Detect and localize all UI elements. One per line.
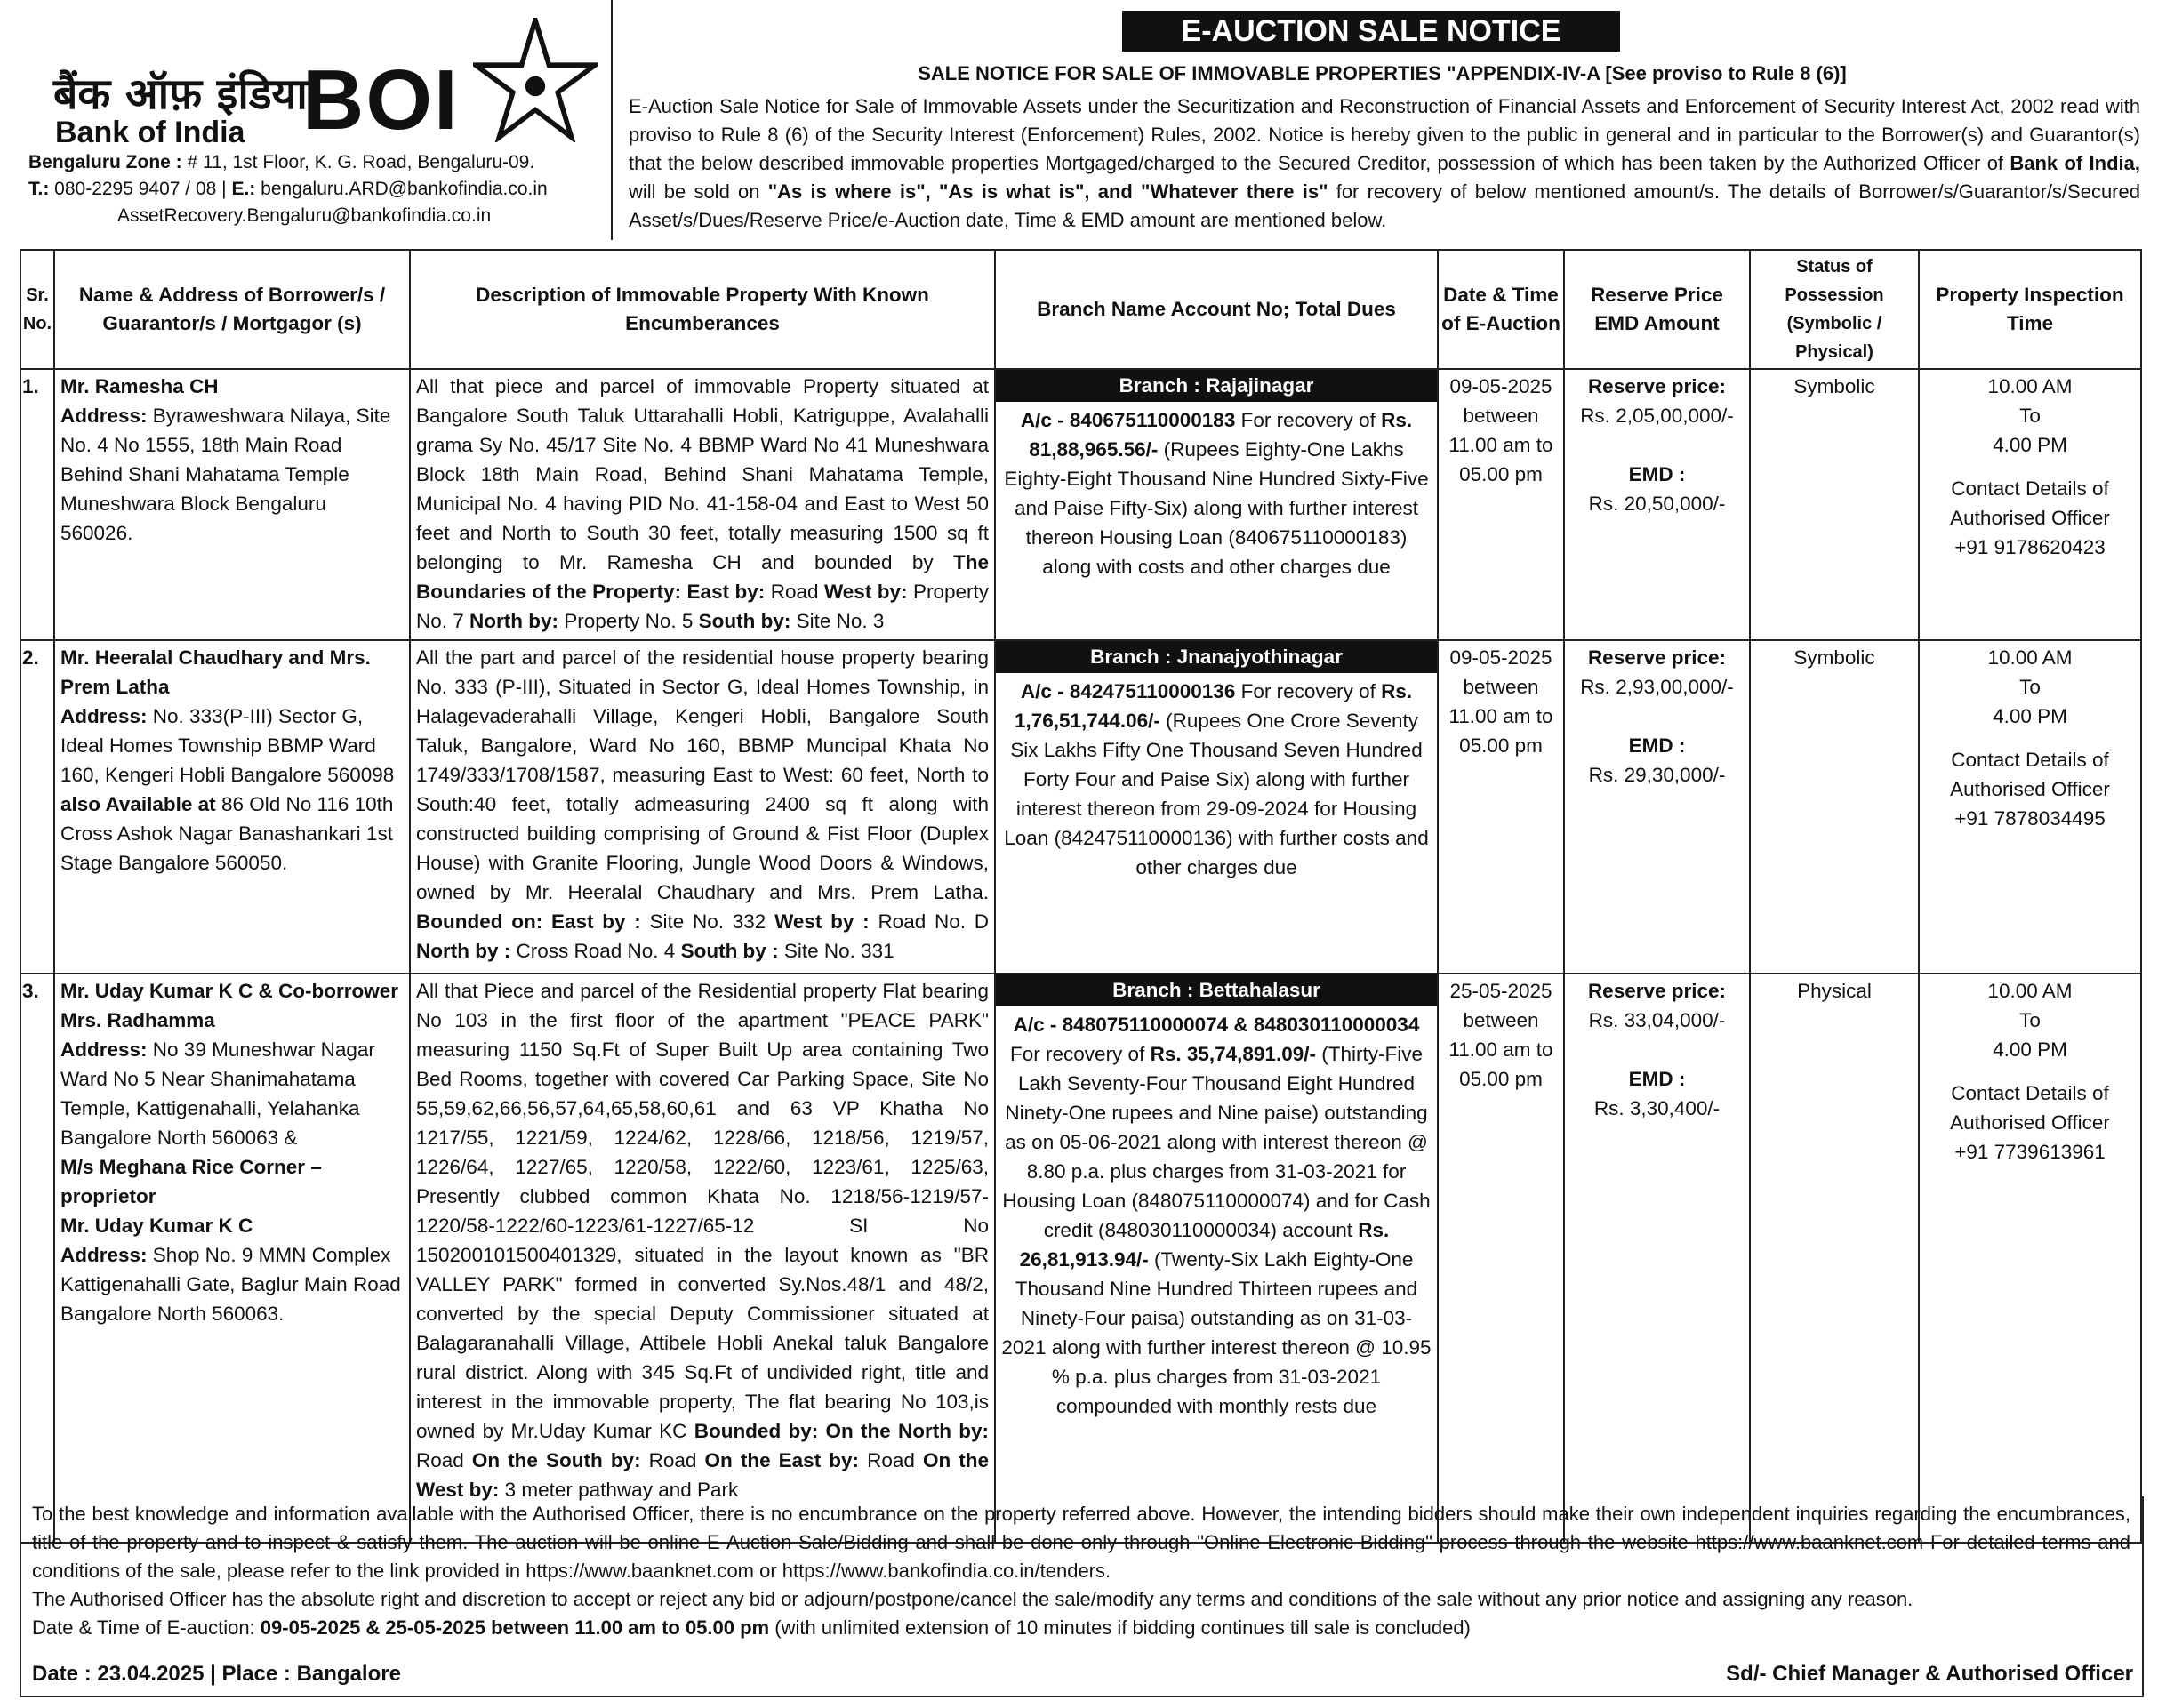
inspection-to: 4.00 PM <box>1993 434 2067 456</box>
emd-amount: Rs. 20,50,000/- <box>1588 493 1726 515</box>
dues-description: (Rupees Eighty-One Lakhs Eighty-Eight Thousand Nine Hundred Sixty-Five and Paise Fifty-Six) along with further interest thereon Housing Loan (840675110000183) along with costs and other charges due <box>1004 438 1429 578</box>
bounds-south-label: South by : <box>680 940 779 962</box>
reserve-price: Rs. 2,93,00,000/- <box>1580 676 1734 698</box>
bounds-east-label: On the East by: <box>704 1449 860 1471</box>
auction-time-to: 05.00 pm <box>1459 734 1543 757</box>
intro-text-2: will be sold on <box>629 180 768 203</box>
row-inspection <box>1919 369 2141 640</box>
reserve-label: Reserve price: <box>1587 375 1727 397</box>
intro-bank: Bank of India, <box>2010 152 2140 174</box>
dues-text <box>1001 405 1432 581</box>
inspection-to: 4.00 PM <box>1993 1038 2067 1061</box>
borrower-address <box>60 702 404 790</box>
footer-para-1: To the best knowledge and information available with the Authorised Officer, there is no encumbrance on the property referred above. However, the intending bidders should make their own independent inquiries regarding the encumbrances, title of the property and to inspect & satisfy them. The auction will be online E-Auction Sale/Bidding and shall be done only through "Online Electronic Bidding" process through the website https://www.baanknet.com For detailed terms and conditions of the sale, please refer to the link provided in https://www.baanknet.com or https://www.bankofindia.co.in/tenders. <box>32 1503 2130 1582</box>
auction-time-to: 05.00 pm <box>1459 1068 1543 1090</box>
dues-amount-2: Rs. 26,81,913.94/- <box>1019 1219 1390 1271</box>
row-borrower <box>54 974 410 1543</box>
description-text: All the part and parcel of the residential house property bearing No. 333 (P-III), Situated in Sector G, Ideal Homes Township, in Halagevaderahalli Village, Kengeri Hobli, Bangalore South Taluk, Bangalore, Ward No 160, BBMP Muncipal Khata No 1749/333/1708/1587, measuring East to West: 60 feet, North to South:40 feet, totally admeasuring 2400 sq ft along with constructed building comprising of Ground & Fist Floor (Duplex House) with Granite Flooring, Jungle Wood Doors & Windows, owned by Mr. Heeralal Chaudhary and Mrs. Prem Latha. <box>416 646 989 903</box>
borrower-name: Mr. Uday Kumar K C & Co-borrower Mrs. Radhamma <box>60 980 399 1031</box>
branch-name: Branch : Jnanajyothinagar <box>996 641 1437 673</box>
emd-amount: Rs. 29,30,000/- <box>1588 764 1726 786</box>
emd-label: EMD : <box>1628 734 1686 757</box>
row-description <box>410 974 995 1543</box>
row-description <box>410 369 995 640</box>
contact-details: Contact Details of Authorised Officer <box>1950 1082 2110 1134</box>
inspection-to: 4.00 PM <box>1993 705 2067 727</box>
auction-time-value: 09-05-2025 & 25-05-2025 between 11.00 am to 05.00 pm <box>260 1616 770 1639</box>
borrower-address <box>60 1035 404 1152</box>
address-text: No. 333(P-III) Sector G, Ideal Homes Township BBMP Ward 160, Kengeri Hobli Bangalore 560098 <box>60 705 395 786</box>
reserve-label: Reserve price: <box>1587 980 1727 1002</box>
bounds-west-label: West by: <box>823 581 908 603</box>
auction-between: between <box>1463 405 1539 427</box>
borrower-name: Mr. Heeralal Chaudhary and Mrs. Prem Latha <box>60 646 371 698</box>
col-name: Name & Address of Borrower/s / Guarantor/s / Mortgagor (s) <box>54 250 410 369</box>
col-inspection: Property Inspection Time <box>1919 250 2141 369</box>
firm-address <box>60 1240 404 1328</box>
address-text-2: Shop No. 9 MMN Complex Kattigenahalli Gate, Baglur Main Road Bangalore North 560063. <box>60 1244 401 1325</box>
footer-para-2: The Authorised Officer has the absolute right and discretion to accept or reject any bid or adjourn/postpone/cancel the sale/modify any terms and conditions of the sale without any prior notice and assigning any reason. <box>32 1588 1913 1610</box>
bound-north: Road <box>416 1449 472 1471</box>
auction-date: 09-05-2025 <box>1449 375 1552 397</box>
bounds-west-label: West by : <box>774 910 870 933</box>
row-auction-date <box>1438 640 1564 974</box>
row-inspection <box>1919 974 2141 1543</box>
row-description <box>410 640 995 974</box>
auction-between: between <box>1463 676 1539 698</box>
auction-time-from: 11.00 am to <box>1448 705 1553 727</box>
branch-name: Branch : Bettahalasur <box>996 974 1437 1006</box>
bounds-label: Bounded by: On the North by: <box>694 1420 989 1442</box>
tel-label: T.: <box>28 179 50 199</box>
bounds-north-label: North by : <box>416 940 511 962</box>
row-borrower <box>54 640 410 974</box>
row-branch <box>995 974 1438 1543</box>
dues-prefix: For recovery of <box>1235 680 1382 702</box>
bounds-south-label: South by: <box>698 610 791 632</box>
row-auction-date <box>1438 974 1564 1543</box>
emd-label: EMD : <box>1628 463 1686 485</box>
notice-footer <box>20 1496 2144 1697</box>
notice-title: E-AUCTION SALE NOTICE <box>1122 11 1620 52</box>
bank-name-english: Bank of India <box>55 116 245 149</box>
branch-name: Branch : Rajajinagar <box>996 370 1437 402</box>
inspection-from: 10.00 AM <box>1987 646 2073 669</box>
inspection-to-label: To <box>2019 405 2041 427</box>
row-reserve <box>1564 974 1750 1543</box>
zone-label: Bengaluru Zone : <box>28 152 182 172</box>
bound-west: 3 meter pathway and Park <box>499 1479 739 1501</box>
row-branch <box>995 640 1438 974</box>
reserve-label: Reserve price: <box>1587 646 1727 669</box>
inspection-from: 10.00 AM <box>1987 980 2073 1002</box>
address-label: Address: <box>60 1038 148 1061</box>
firm-name: M/s Meghana Rice Corner – proprietor <box>60 1156 322 1207</box>
notice-intro <box>629 92 2140 235</box>
dues-prefix: For recovery of <box>1235 409 1382 431</box>
row-reserve <box>1564 640 1750 974</box>
borrower-name: Mr. Ramesha CH <box>60 375 219 397</box>
email-line-2 <box>117 203 700 229</box>
footer-terms <box>32 1500 2130 1642</box>
officer-phone: +91 9178620423 <box>1954 536 2106 558</box>
bounds-west-label: On the West by: <box>416 1449 990 1501</box>
notice-subtitle: SALE NOTICE FOR SALE OF IMMOVABLE PROPERTIES "APPENDIX-IV-A [See proviso to Rule 8 (6)] <box>918 62 1847 84</box>
table-row <box>20 640 2141 974</box>
col-date: Date & Time of E-Auction <box>1438 250 1564 369</box>
boi-logo-text: BOI <box>302 52 460 148</box>
officer-phone: +91 7739613961 <box>1954 1141 2106 1163</box>
also-available-text: 86 Old No 116 10th Cross Ashok Nagar Banashankari 1st Stage Bangalore 560050. <box>60 793 394 874</box>
row-sr: 1. <box>20 369 54 640</box>
email-label: E.: <box>231 179 256 199</box>
dues-text <box>1001 677 1432 882</box>
bound-east: Site No. 332 <box>640 910 775 933</box>
inspection-from: 10.00 AM <box>1987 375 2073 397</box>
address-label: Address: <box>60 405 148 427</box>
emd-label: EMD : <box>1628 1068 1686 1090</box>
auction-date: 09-05-2025 <box>1449 646 1552 669</box>
col-status: Status of Possession (Symbolic / Physical) <box>1750 250 1919 369</box>
contact-details: Contact Details of Authorised Officer <box>1950 477 2110 529</box>
description-text: All that Piece and parcel of the Residential property Flat bearing No 103 in the first floor of the apartment "PEACE PARK" measuring 1150 Sq.Ft of Super Built Up area containing Two Bed Rooms, together with covered Car Parking Space, Site No 55,59,62,66,56,57,64,65,58,60,61 and 63 VP Khatha No 1217/55, 1221/59, 1224/62, 1228/66, 1218/56, 1219/57, 1226/64, 1227/65, 1220/58, 1222/60, 1223/61, 1225/63, Presently clubbed common Khata No. 1218/56-1219/57-1220/58-1222/60-1223/61-1227/65-12 SI No 150200101500401329, situated in the layout known as "BR VALLEY PARK" formed in converted Sy.Nos.48/1 and 48/2, converted by the special Deputy Commissioner situated at Balagaranahalli Village, Attibele Hobli Anekal taluk Bangalore rural district. Along with 345 Sq.Ft of undivided right, title and interest in the immovable property, The flat bearing No 103,is owned by Mr.Uday Kumar KC <box>416 980 989 1442</box>
col-sr: Sr. No. <box>20 250 54 369</box>
contact-line <box>28 176 611 203</box>
dues-amount: Rs. 35,74,891.09/- <box>1150 1043 1316 1065</box>
row-branch <box>995 369 1438 640</box>
row-reserve <box>1564 369 1750 640</box>
intro-text-1: E-Auction Sale Notice for Sale of Immovable Assets under the Securitization and Reconstruction of Financial Assets and Enforcement of Security Interest Act, 2002 read with proviso to Rule 8 (6) of the Security Interest (Enforcement) Rules, 2002. Notice is hereby given to the public in general and in particular to the Borrower(s) and Guarantor(s) that the below described immovable properties Mortgaged/charged to the Secured Creditor, possession of which has been taken by the Authorized Officer of <box>629 95 2140 174</box>
row-status: Symbolic <box>1750 640 1919 974</box>
address-text: Byraweshwara Nilaya, Site No. 4 No 1555, 18th Main Road Behind Shani Mahatama Temple Muneshwara Block Bengaluru 560026. <box>60 405 391 544</box>
auction-between: between <box>1463 1009 1539 1031</box>
bounds-label: The Boundaries of the Property: East by: <box>416 551 989 603</box>
dues-description: (Rupees One Crore Seventy Six Lakhs Fifty One Thousand Seven Hundred Forty Four and Paise Six) along with further interest thereon from 29-09-2024 for Housing Loan (842475110000136) with further costs and other charges due <box>1004 710 1429 878</box>
col-description: Description of Immovable Property With Known Encumberances <box>410 250 995 369</box>
bank-name-hindi: बैंक ऑफ़ इंडिया <box>53 69 308 119</box>
contact-details: Contact Details of Authorised Officer <box>1950 749 2110 800</box>
proprietor-name: Mr. Uday Kumar K C <box>60 1215 253 1237</box>
table-header-row <box>20 250 2141 369</box>
row-borrower <box>54 369 410 640</box>
row-sr: 3. <box>20 974 54 1543</box>
bound-west: Property No. 7 <box>416 581 989 632</box>
properties-table <box>20 249 2142 1544</box>
alternate-address <box>60 790 404 878</box>
table-row <box>20 974 2141 1543</box>
zone-address-text: # 11, 1st Floor, K. G. Road, Bengaluru-09. <box>187 152 535 172</box>
row-status: Physical <box>1750 974 1919 1543</box>
zone-address <box>28 149 611 176</box>
bound-east: Road <box>765 581 824 603</box>
row-sr: 2. <box>20 640 54 974</box>
bounds-south-label: On the South by: <box>471 1449 641 1471</box>
bound-north: Cross Road No. 4 <box>510 940 681 962</box>
col-reserve: Reserve Price EMD Amount <box>1564 250 1750 369</box>
table-row <box>20 369 2141 640</box>
account-number: A/c - 848075110000074 & 848030110000034 <box>1013 1014 1420 1036</box>
account-number: A/c - 840675110000183 <box>1020 409 1236 431</box>
auction-time-note: (with unlimited extension of 10 minutes if bidding continues till sale is concluded) <box>769 1616 1471 1639</box>
dues-prefix: For recovery of <box>1010 1043 1151 1065</box>
reserve-price: Rs. 2,05,00,000/- <box>1580 405 1734 427</box>
dues-description: (Thirty-Five Lakh Seventy-Four Thousand Eight Hundred Ninety-One rupees and Nine paise) outstanding as on 05-06-2021 along with interest thereon @ 8.80 p.a. plus charges from 31-03-2021 for Housing Loan (848075110000074) and for Cash credit (848030110000034) account <box>1002 1043 1431 1241</box>
tel-number: 080-2295 9407 / 08 | <box>54 179 227 199</box>
auction-time-to: 05.00 pm <box>1459 463 1543 485</box>
auction-time-label: Date & Time of E-auction: <box>32 1616 261 1639</box>
bound-south: Road <box>640 1449 705 1471</box>
dues-description-2: (Twenty-Six Lakh Eighty-One Thousand Nine Hundred Thirteen rupees and Ninety-Four paisa) outstanding as on 31-03-2021 along with further interest thereon @ 10.95 % p.a. plus charges from 31-03-2021 compounded with monthly rests due <box>1001 1248 1432 1417</box>
also-available-label: also Available at <box>60 793 216 815</box>
bound-south: Site No. 3 <box>790 610 885 632</box>
intro-as-is: "As is where is", "As is what is", and "Whatever there is" <box>767 180 1328 203</box>
row-status: Symbolic <box>1750 369 1919 640</box>
auction-time-from: 11.00 am to <box>1448 1038 1553 1061</box>
borrower-address <box>60 401 404 548</box>
dues-amount: Rs. 1,76,51,744.06/- <box>1014 680 1413 732</box>
auction-date: 25-05-2025 <box>1449 980 1552 1002</box>
row-auction-date <box>1438 369 1564 640</box>
signature: Sd/- Chief Manager & Authorised Officer <box>1726 1662 2133 1686</box>
bound-east: Road <box>859 1449 923 1471</box>
address-text: No 39 Muneshwar Nagar Ward No 5 Near Shanimahatama Temple, Kattigenahalli, Yelahanka Bangalore North 560063 & <box>60 1038 375 1149</box>
bound-west: Road No. D <box>869 910 989 933</box>
bounds-label: Bounded on: East by : <box>416 910 641 933</box>
date-place: Date : 23.04.2025 | Place : Bangalore <box>32 1662 401 1686</box>
bound-south: Site No. 331 <box>778 940 894 962</box>
officer-phone: +91 7878034495 <box>1954 807 2106 830</box>
email-2: AssetRecovery.Bengaluru@bankofindia.co.in <box>117 205 492 226</box>
reserve-price: Rs. 33,04,000/- <box>1588 1009 1726 1031</box>
col-branch: Branch Name Account No; Total Dues <box>995 250 1438 369</box>
account-number: A/c - 842475110000136 <box>1020 680 1236 702</box>
dues-amount: Rs. 81,88,965.56/- <box>1029 409 1413 461</box>
email-1: bengaluru.ARD@bankofindia.co.in <box>261 179 548 199</box>
bounds-north-label: North by: <box>469 610 559 632</box>
address-label: Address: <box>60 705 148 727</box>
bound-north: Property No. 5 <box>558 610 699 632</box>
description-text: All that piece and parcel of immovable Property situated at Bangalore South Taluk Uttarahalli Hobli, Katriguppe, Avalahalli grama Sy No. 45/17 Site No. 4 BBMP Ward No 41 Muneshwara Block 18th Main Road, Behind Shani Mahatama Temple, Municipal No. 4 having PID No. 41-158-04 and East to West 50 feet and North to South 30 feet, totally measuring 1500 sq ft belonging to Mr. Ramesha CH and bounded by <box>416 375 989 573</box>
row-inspection <box>1919 640 2141 974</box>
dues-text <box>1001 1010 1432 1421</box>
address-label-2: Address: <box>60 1244 148 1266</box>
emd-amount: Rs. 3,30,400/- <box>1593 1097 1721 1119</box>
footer-auction-time <box>32 1614 2130 1642</box>
bank-logo-block <box>20 0 613 240</box>
auction-time-from: 11.00 am to <box>1448 434 1553 456</box>
intro-text-3: for recovery of below mentioned amount/s. The details of Borrower/s/Guarantor/s/Secured Asset/s/Dues/Reserve Price/e-Auction date, Time & EMD amount are mentioned below. <box>629 180 2140 231</box>
inspection-to-label: To <box>2019 676 2041 698</box>
notice-header <box>20 0 2140 240</box>
inspection-to-label: To <box>2019 1009 2041 1031</box>
star-logo-icon <box>473 18 598 142</box>
